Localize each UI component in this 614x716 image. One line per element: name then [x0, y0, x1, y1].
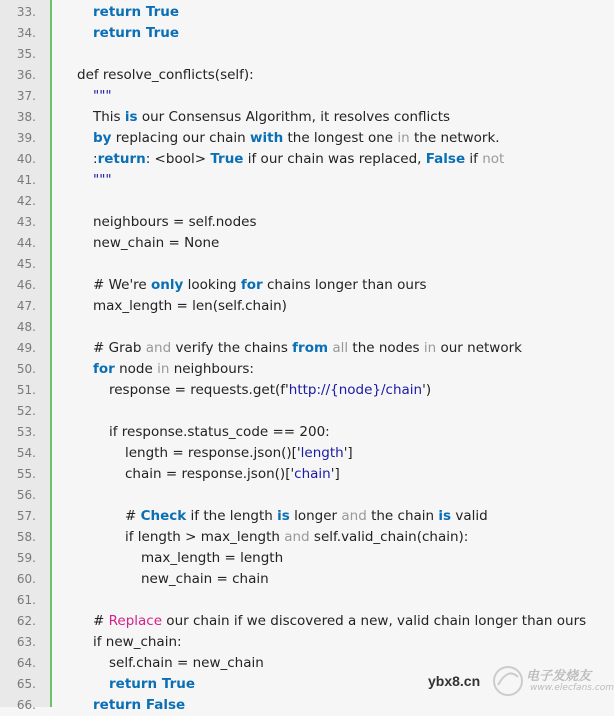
line-number: 41. — [16, 173, 36, 187]
code-token: chain = response.json()[' — [125, 466, 295, 482]
line-number: 60. — [16, 572, 36, 586]
code-token: if our chain was replaced, — [243, 151, 426, 167]
code-line — [0, 359, 602, 380]
code-token: length = response.json()[' — [125, 445, 301, 461]
code-line — [0, 590, 602, 611]
code-token: http://{node}/chain — [288, 382, 423, 398]
code-text — [93, 695, 185, 716]
line-number: 47. — [16, 299, 36, 313]
line-number: 62. — [16, 614, 36, 628]
line-number: 57. — [16, 509, 36, 523]
line-number: 36. — [16, 68, 36, 82]
code-token: # — [125, 508, 141, 524]
watermark — [398, 661, 614, 701]
code-token: in — [423, 340, 437, 356]
code-token: verify the chains — [171, 340, 293, 356]
code-line — [0, 254, 602, 275]
code-line — [0, 632, 602, 653]
code-token: : <bool> — [145, 151, 211, 167]
code-token: max_length = len(self.chain) — [93, 298, 287, 314]
line-number: 51. — [16, 383, 36, 397]
code-line — [0, 485, 602, 506]
watermark-logo-icon — [490, 663, 526, 699]
code-line — [0, 527, 602, 548]
code-token: is — [277, 508, 290, 524]
code-token: # We're — [93, 277, 152, 293]
code-text — [93, 632, 182, 653]
line-number: 46. — [16, 278, 36, 292]
code-token: the nodes — [348, 340, 424, 356]
code-token: False — [425, 151, 466, 167]
code-token: longer — [289, 508, 342, 524]
watermark-site: www.elecfans.com — [530, 683, 614, 693]
code-token: Replace — [108, 613, 163, 629]
code-text — [141, 569, 269, 590]
code-line — [0, 443, 602, 464]
code-token: neighbours = self.nodes — [93, 214, 257, 230]
line-number: 38. — [16, 110, 36, 124]
line-number: 55. — [16, 467, 36, 481]
code-token: length — [300, 445, 344, 461]
code-line — [0, 548, 602, 569]
code-token: def resolve_conflicts(self): — [77, 67, 254, 83]
code-token: if the length — [186, 508, 278, 524]
line-number: 58. — [16, 530, 36, 544]
code-text — [141, 548, 283, 569]
code-token: """ — [93, 88, 112, 104]
code-line — [0, 44, 602, 65]
code-token: the chain — [366, 508, 439, 524]
code-token: for — [240, 277, 263, 293]
code-text — [93, 86, 112, 107]
line-number: 66. — [16, 698, 36, 712]
code-text — [93, 233, 219, 254]
code-token: return False — [93, 697, 186, 713]
line-number: 45. — [16, 257, 36, 271]
code-token: chains longer than ours — [262, 277, 427, 293]
line-number: 53. — [16, 425, 36, 439]
line-number: 65. — [16, 677, 36, 691]
code-token: if new_chain: — [93, 634, 182, 650]
code-text — [93, 107, 450, 128]
code-token: return True — [109, 676, 195, 692]
line-number: 56. — [16, 488, 36, 502]
code-text — [93, 359, 254, 380]
code-token: Check — [140, 508, 187, 524]
line-number: 48. — [16, 320, 36, 334]
code-line — [0, 401, 602, 422]
code-line — [0, 380, 602, 401]
code-line — [0, 23, 602, 44]
code-line — [0, 569, 602, 590]
code-token: new_chain = chain — [141, 571, 269, 587]
line-number: 37. — [16, 89, 36, 103]
code-text — [93, 149, 504, 170]
code-line — [0, 170, 602, 191]
code-token: for — [93, 361, 115, 377]
code-text — [109, 422, 330, 443]
line-number: 33. — [16, 5, 36, 19]
line-number: 39. — [16, 131, 36, 145]
code-text — [93, 296, 287, 317]
code-token: replacing our chain — [111, 130, 251, 146]
code-line — [0, 86, 602, 107]
code-text — [125, 506, 488, 527]
code-line — [0, 611, 602, 632]
code-token: """ — [93, 172, 112, 188]
code-token: the longest one — [283, 130, 398, 146]
line-number: 42. — [16, 194, 36, 208]
line-number: 40. — [16, 152, 36, 166]
code-text — [109, 674, 195, 695]
code-token: all — [332, 340, 349, 356]
code-token: # — [93, 613, 109, 629]
code-text — [125, 464, 340, 485]
line-number: 54. — [16, 446, 36, 460]
code-line — [0, 107, 602, 128]
line-number: 64. — [16, 656, 36, 670]
code-token: only — [151, 277, 184, 293]
line-number: 61. — [16, 593, 36, 607]
code-line — [0, 338, 602, 359]
code-token: chain — [294, 466, 331, 482]
code-token: our chain if we discovered a new, valid chain longer than ours — [162, 613, 587, 629]
line-number: 49. — [16, 341, 36, 355]
code-token: return True — [93, 25, 179, 41]
code-token: ') — [422, 382, 432, 398]
code-token: by — [93, 130, 112, 146]
code-token: '] — [343, 445, 353, 461]
watermark-brand: 电子发烧友 — [526, 669, 592, 684]
line-number: 35. — [16, 47, 36, 61]
code-text — [125, 527, 468, 548]
code-token: if — [465, 151, 483, 167]
code-text — [109, 380, 431, 401]
code-token: : — [93, 151, 98, 167]
code-line — [0, 212, 602, 233]
code-token: with — [250, 130, 284, 146]
code-text — [93, 23, 179, 44]
code-token: neighbours: — [169, 361, 254, 377]
code-token: # Grab — [93, 340, 146, 356]
code-line — [0, 422, 602, 443]
code-text — [125, 443, 353, 464]
code-token: and — [341, 508, 367, 524]
code-line — [0, 191, 602, 212]
code-token: and — [284, 529, 310, 545]
code-token: new_chain = None — [93, 235, 220, 251]
code-token: and — [145, 340, 172, 356]
code-text — [93, 128, 500, 149]
code-token: is — [438, 508, 452, 524]
code-line — [0, 296, 602, 317]
code-token: is — [124, 109, 138, 125]
code-token: This — [93, 109, 125, 125]
code-token: from — [292, 340, 329, 356]
code-line — [0, 149, 602, 170]
code-token: our network — [436, 340, 522, 356]
line-number: 52. — [16, 404, 36, 418]
code-text — [77, 65, 254, 86]
code-line — [0, 128, 602, 149]
code-line — [0, 506, 602, 527]
line-number: 50. — [16, 362, 36, 376]
line-number: 59. — [16, 551, 36, 565]
line-number: 63. — [16, 635, 36, 649]
code-token: not — [482, 151, 505, 167]
code-text — [93, 338, 522, 359]
line-number: 43. — [16, 215, 36, 229]
code-token: if response.status_code == 200: — [109, 424, 330, 440]
code-token: node — [114, 361, 158, 377]
code-text — [93, 2, 179, 23]
code-token: return — [97, 151, 146, 167]
code-line — [0, 65, 602, 86]
code-token: return True — [93, 4, 179, 20]
code-line — [0, 275, 602, 296]
code-token: in — [397, 130, 410, 146]
code-token: self.chain = new_chain — [109, 655, 264, 671]
code-text — [93, 275, 427, 296]
code-line — [0, 464, 602, 485]
code-token: self.valid_chain(chain): — [309, 529, 469, 545]
code-token: response = requests.get(f' — [109, 382, 289, 398]
code-token: '] — [330, 466, 340, 482]
code-token: max_length = length — [141, 550, 284, 566]
code-token: True — [210, 151, 244, 167]
code-text — [93, 611, 586, 632]
watermark-url: ybx8.cn — [428, 673, 481, 689]
code-token: valid — [451, 508, 488, 524]
code-token: in — [157, 361, 170, 377]
code-token: our Consensus Algorithm, it resolves conflicts — [137, 109, 451, 125]
code-text — [93, 170, 112, 191]
code-token: looking — [183, 277, 241, 293]
code-token: if length > max_length — [125, 529, 285, 545]
code-text — [109, 653, 264, 674]
line-number: 34. — [16, 26, 36, 40]
code-token: the network. — [409, 130, 500, 146]
code-line — [0, 317, 602, 338]
code-text — [93, 212, 256, 233]
code-line — [0, 2, 602, 23]
line-number: 44. — [16, 236, 36, 250]
code-line — [0, 233, 602, 254]
